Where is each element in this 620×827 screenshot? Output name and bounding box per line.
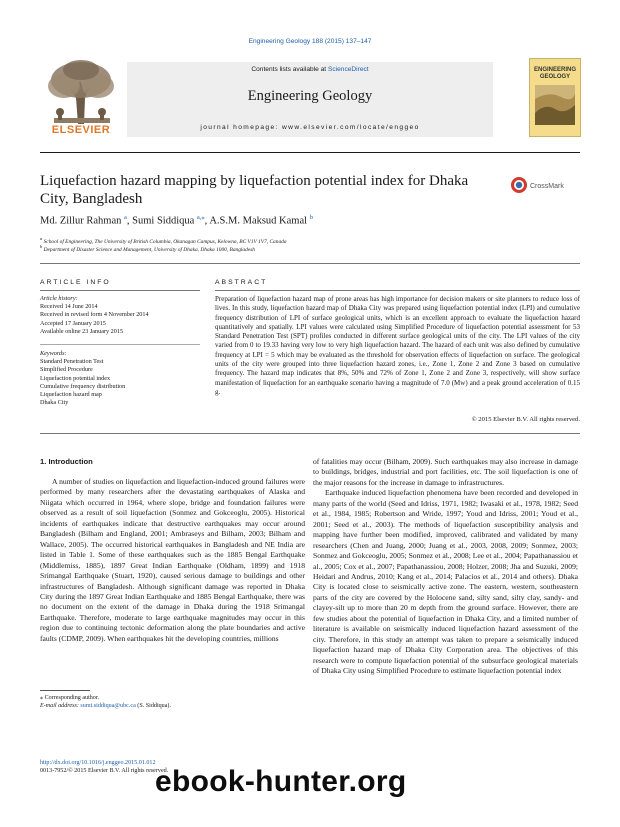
- masthead-rule: [40, 152, 580, 153]
- abstract-copyright: © 2015 Elsevier B.V. All rights reserved.: [471, 416, 580, 423]
- abstract-text: Preparation of liquefaction hazard map of prone areas has high importance for decision makers or site planners to reduce loss of lives. In this study, liquefaction hazard map of Dhaka City was prepared using liquefaction potential index (LPI) and cumulative frequency distribution of LPI of surface geological units, which is an excellent approach to evaluate the liquefaction hazard quantitatively and spatially. LPI values were calculated using Simplified Procedure of liquefaction potential assessment for 53 Standard Penetration Test (SPT) profiles conducted in different surface geological units of the city. The LPI values of the city varied from 0 to 19.33 having very low to very high liquefaction hazard. The hazard of each unit was also defined by cumulative frequency at LPI = 5 which may be evaluated as the threshold for observation effects of liquefaction on surface. The geological units of the city were grouped into three liquefaction hazard zones, i.e., Zone 1, Zone 2 and Zone 3 based on cumulative frequency. The hazard map indicates that 8%, 50% and 72% of Zone 1, Zone 2 and Zone 3, respectively, will show surface manifestation of liquefaction for an earthquake scenario having a magnitude of 7.0 (Mw) and a peak ground acceleration of 0.15 g.: [215, 295, 580, 396]
- affiliation: [40, 244, 255, 253]
- journal-masthead: [127, 62, 493, 137]
- author-affiliation-mark[interactable]: a,⁎: [196, 214, 205, 221]
- journal-citation[interactable]: Engineering Geology 188 (2015) 137–147: [248, 38, 372, 45]
- keyword: Standard Penetration Test: [40, 358, 104, 366]
- journal-homepage[interactable]: journal homepage: www.elsevier.com/locate/enggeo: [200, 124, 420, 131]
- elsevier-wordmark: ELSEVIER: [51, 124, 111, 136]
- affiliation-rule: [40, 263, 580, 264]
- cover-title: ENGINEERING GEOLOGY: [533, 67, 576, 80]
- watermark-text: ebook-hunter.org: [155, 765, 407, 798]
- sciencedirect-link[interactable]: ScienceDirect: [327, 66, 369, 73]
- journal-title: Engineering Geology: [247, 88, 373, 104]
- author-affiliation-mark[interactable]: b: [309, 214, 313, 221]
- affiliation-mark: a: [40, 236, 43, 241]
- keyword: Liquefaction potential index: [40, 374, 111, 382]
- author-name[interactable]: A.S.M. Maksud Kamal: [209, 215, 308, 227]
- article-history: [40, 295, 200, 336]
- issn-line: 0013-7952/© 2015 Elsevier B.V. All rights reserved.: [40, 768, 169, 774]
- section-heading-introduction: 1. Introduction: [40, 457, 93, 466]
- email-note: [40, 703, 171, 709]
- corresponding-author-note: ⁎ Corresponding author.: [40, 695, 100, 701]
- abstract-heading: ABSTRACT: [215, 279, 268, 286]
- cover-image: [535, 85, 575, 125]
- article-info-rule: [40, 290, 200, 291]
- keywords: [40, 350, 200, 407]
- article-history-label: Article history:: [40, 295, 78, 302]
- affiliation-text: Department of Disaster Science and Management, University of Dhaka, Dhaka 1000, Bangladesh: [43, 246, 256, 253]
- keyword: Dhaka City: [40, 399, 69, 407]
- author-list: Md. Zillur Rahman $^a$, Sumi Siddiqua $^{a,⁎}$, A.S.M. Maksud Kamal $^b$: [40, 214, 313, 227]
- abstract-bottom-rule: [40, 433, 580, 434]
- keywords-label: Keywords:: [40, 350, 67, 357]
- contents-prefix: Contents lists available at: [251, 66, 328, 73]
- body-column-left: [40, 477, 305, 644]
- body-paragraph: A number of studies on liquefaction and liquefaction-induced ground failures were performed by many researchers after the devastating earthquakes of Alaska and Niigata which occurred in 1964, where slope, bridge and foundation failures were observed as a result of soil liquefaction (Sonmez and Gokceoglu, 2005). Historical incidents of earthquakes indicate that destructive earthquakes may occur around Bangladesh (Bilham and England, 2001; Ambraseys and Bilham, 2003; Bilham and Wallace, 2005). The occurred historical earthquakes in Bangladesh and NE India are listed in Table 1. Some of these earthquakes such as the 1885 Bengal Earthquake (Middlemiss, 1885), 1897 Great Indian Earthquake (Oldham, 1899) and 1918 Srimangal Earthquake (Stuart, 1920), caused serious damage to buildings and other infrastructures of Bangladesh. Although significant damage was reported in Dhaka City during the 1897 Great Indian Earthquake and 1885 Bengal Earthquake, there was no document on the extent of the damage in Dhaka during the 1918 Srimangal Earthquake. Therefore, moderate to large earthquake magnitudes may occur in this region due to continuing tectonic deformation along the plate boundaries and active faults (CDMP, 2009). When earthquakes hit the developing countries, millions: [40, 477, 305, 643]
- history-item: Available online 23 January 2015: [40, 327, 124, 335]
- crossmark-label: CrossMark: [530, 183, 564, 190]
- footnote-rule: [40, 690, 90, 691]
- author-affiliation-mark[interactable]: a: [124, 214, 127, 221]
- doi-link[interactable]: http://dx.doi.org/10.1016/j.enggeo.2015.01.012: [40, 760, 156, 766]
- affiliation-text: School of Engineering, The University of British Columbia, Okanagan Campus, Kelowna, BC V1V 1V7, Canada: [43, 238, 287, 245]
- history-item: Received 14 June 2014: [40, 303, 98, 311]
- info-divider: [40, 344, 200, 345]
- affiliation-mark: b: [40, 244, 43, 249]
- body-column-right: [313, 457, 578, 677]
- paper-title: Liquefaction hazard mapping by liquefaction potential index for Dhaka City, Bangladesh: [40, 173, 469, 207]
- keyword: Liquefaction hazard map: [40, 391, 102, 399]
- crossmark-icon[interactable]: [510, 175, 580, 195]
- abstract-rule: [215, 290, 580, 291]
- contents-line: [127, 66, 493, 73]
- body-paragraph: of fatalities may occur (Bilham, 2009). Such earthquakes may also increase in damage to buildings, bridges, industrial and port facilities, etc. The soil liquefaction is one of the major reasons for the increase in damage to infrastructures.: [313, 457, 578, 487]
- history-item: Accepted 17 January 2015: [40, 319, 106, 327]
- journal-cover-thumbnail[interactable]: [529, 58, 581, 137]
- keyword: Cumulative frequency distribution: [40, 382, 126, 390]
- email-link[interactable]: sumi.siddiqua@ubc.ca: [80, 703, 136, 709]
- body-paragraph: Earthquake induced liquefaction phenomena have been recorded and developed in many parts of the world (Seed and Idriss, 1971, 1982; Iwasaki et al., 1978, 1982; Seed et al., 1984, 1985; Robertson and Wride, 1997; Youd and Idriss, 2001; Youd et al., 2001; Seed et al., 2003). The methods of liquefaction susceptibility analysis and mapping have further been modified, improved, calibrated and validated by many researchers (Chen and Juang, 2000; Juang et al., 2003, 2008, 2009; Sonmez, 2003; Sonmez and Gokceoglu, 2005; Sonmez et al., 2008; Lee et al., 2004; Papathanassiou et al., 2005; Cox et al., 2007; Papathanassiou, 2008; Holzer, 2008; Jha and Suzuki, 2009; Heidari and Andrus, 2010; Kang et al., 2014; Palacios et al., 2014 and others). Dhaka City is located close to seismically active zone. The eastern, western, southeastern parts of the city are covered by the Holocene sand, silty sand, silty clay, sandy- and clayey-silt up to more than 20 m depth from the ground surface. However, there are few studies about the potential of liquefaction in Dhaka City, and a limited number of literature is available on seismically induced liquefaction hazard assessment of the city. Therefore, in this study an attempt was taken to prepare a seismically induced liquefaction hazard map of Dhaka City Corporation area. The objectives of this research were to compute liquefaction potential of the subsurface geological materials of Dhaka City using Simplified Procedure to estimate liquefaction potential index: [313, 488, 578, 676]
- keyword: Simplified Procedure: [40, 366, 93, 374]
- author-name[interactable]: Sumi Siddiqua: [132, 215, 195, 227]
- author-name[interactable]: Md. Zillur Rahman: [40, 215, 122, 227]
- article-info-heading: ARTICLE INFO: [40, 279, 111, 286]
- email-label: E-mail address:: [40, 703, 81, 709]
- email-suffix: (S. Siddiqua).: [135, 703, 171, 709]
- history-item: Received in revised form 4 November 2014: [40, 311, 149, 319]
